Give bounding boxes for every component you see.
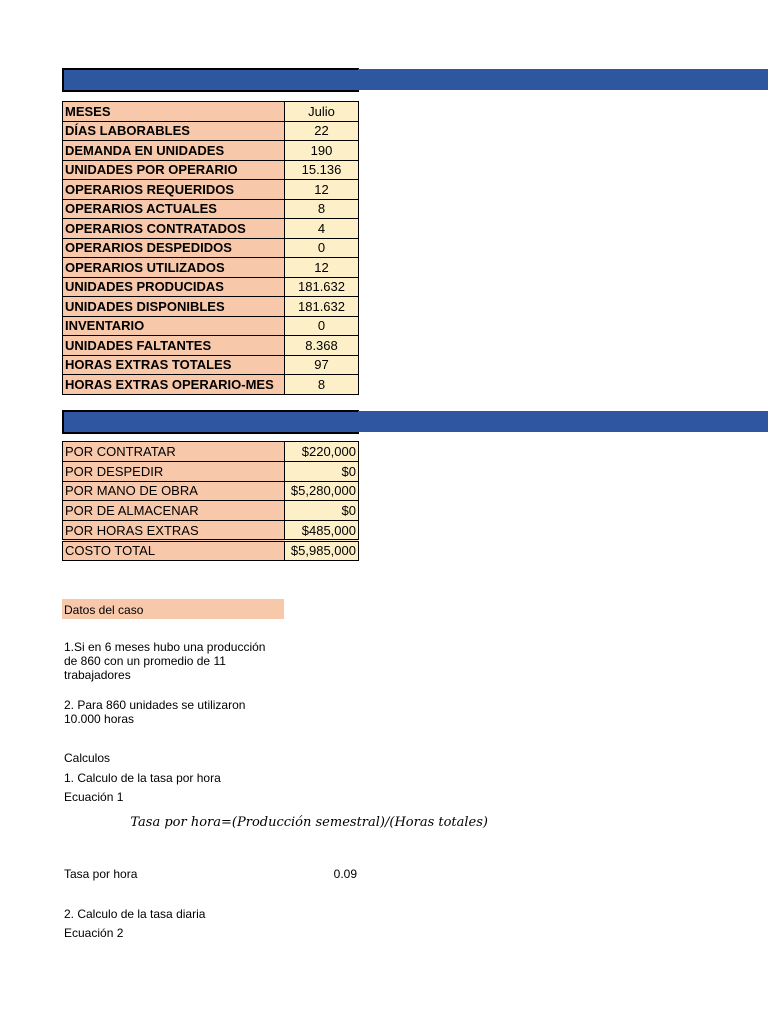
tasa-hora-value: 0.09 [333, 867, 357, 881]
section-header-left-2 [62, 410, 359, 434]
calculos-heading: Calculos [64, 751, 111, 765]
param-row [63, 160, 359, 180]
row-value: 12 [285, 180, 359, 200]
row-value: 181.632 [285, 297, 359, 317]
row-label: POR CONTRATAR [63, 442, 285, 462]
row-value: 0 [285, 316, 359, 336]
row-value: 8 [285, 375, 359, 395]
row-value: Julio [285, 102, 359, 122]
cost-row [63, 501, 359, 521]
param-row [63, 355, 359, 375]
row-value: $0 [285, 461, 359, 481]
row-label: INVENTARIO [63, 316, 285, 336]
row-label: POR MANO DE OBRA [63, 481, 285, 501]
row-value: 12 [285, 258, 359, 278]
row-label: POR DE ALMACENAR [63, 501, 285, 521]
row-value: 8.368 [285, 336, 359, 356]
section-header-band-2 [358, 411, 768, 432]
formula1-text: Tasa por hora=(Producción semestral)/(Horas totales) [130, 815, 488, 830]
row-label: UNIDADES PRODUCIDAS [63, 277, 285, 297]
tasa-hora-label: Tasa por hora [64, 867, 138, 881]
row-label: UNIDADES POR OPERARIO [63, 160, 285, 180]
cost-row [63, 521, 359, 541]
cost-row [63, 442, 359, 462]
row-label: COSTO TOTAL [63, 540, 285, 560]
row-label: OPERARIOS ACTUALES [63, 199, 285, 219]
param-row [63, 102, 359, 122]
row-label: MESES [63, 102, 285, 122]
production-params-table [62, 101, 359, 395]
param-row [63, 180, 359, 200]
row-value: 15.136 [285, 160, 359, 180]
param-row [63, 121, 359, 141]
row-value: 97 [285, 355, 359, 375]
row-label: HORAS EXTRAS TOTALES [63, 355, 285, 375]
param-row [63, 258, 359, 278]
ecuacion2-label: Ecuación 2 [64, 926, 124, 940]
row-label: OPERARIOS UTILIZADOS [63, 258, 285, 278]
row-label: DÍAS LABORABLES [63, 121, 285, 141]
row-label: OPERARIOS DESPEDIDOS [63, 238, 285, 258]
row-value: 181.632 [285, 277, 359, 297]
datos-title: Datos del caso [64, 603, 144, 617]
cost-row [63, 461, 359, 481]
cost-row [63, 540, 359, 560]
row-label: OPERARIOS CONTRATADOS [63, 219, 285, 239]
section-header-band-1 [358, 69, 768, 90]
row-label: POR HORAS EXTRAS [63, 521, 285, 541]
row-label: UNIDADES FALTANTES [63, 336, 285, 356]
param-row [63, 199, 359, 219]
row-value: 8 [285, 199, 359, 219]
row-value: 190 [285, 141, 359, 161]
calc2-heading: 2. Calculo de la tasa diaria [64, 907, 206, 921]
row-label: UNIDADES DISPONIBLES [63, 297, 285, 317]
dato1-line3: trabajadores [64, 668, 131, 682]
dato1-line2: de 860 con un promedio de 11 [64, 654, 226, 668]
param-row [63, 316, 359, 336]
row-value: $5,280,000 [285, 481, 359, 501]
formula1-cell [0, 812, 488, 834]
param-row [63, 277, 359, 297]
ecuacion1-label: Ecuación 1 [64, 790, 124, 804]
row-label: POR DESPEDIR [63, 461, 285, 481]
dato2-line1: 2. Para 860 unidades se utilizaron [64, 698, 246, 712]
row-value: 0 [285, 238, 359, 258]
param-row [63, 219, 359, 239]
row-value: 4 [285, 219, 359, 239]
param-row [63, 297, 359, 317]
calc1-heading: 1. Calculo de la tasa por hora [64, 771, 221, 785]
param-row [63, 336, 359, 356]
dato1-line1: 1.Si en 6 meses hubo una producción [64, 640, 266, 654]
row-label: HORAS EXTRAS OPERARIO-MES [63, 375, 285, 395]
row-value: $5,985,000 [285, 540, 359, 560]
row-value: $220,000 [285, 442, 359, 462]
row-label: OPERARIOS REQUERIDOS [63, 180, 285, 200]
row-value: $0 [285, 501, 359, 521]
param-row [63, 375, 359, 395]
param-row [63, 238, 359, 258]
param-row [63, 141, 359, 161]
cost-row [63, 481, 359, 501]
row-value: 22 [285, 121, 359, 141]
costs-table [62, 441, 359, 561]
section-header-left-1 [62, 68, 359, 92]
dato2-line2: 10.000 horas [64, 712, 135, 726]
row-label: DEMANDA EN UNIDADES [63, 141, 285, 161]
row-value: $485,000 [285, 521, 359, 541]
